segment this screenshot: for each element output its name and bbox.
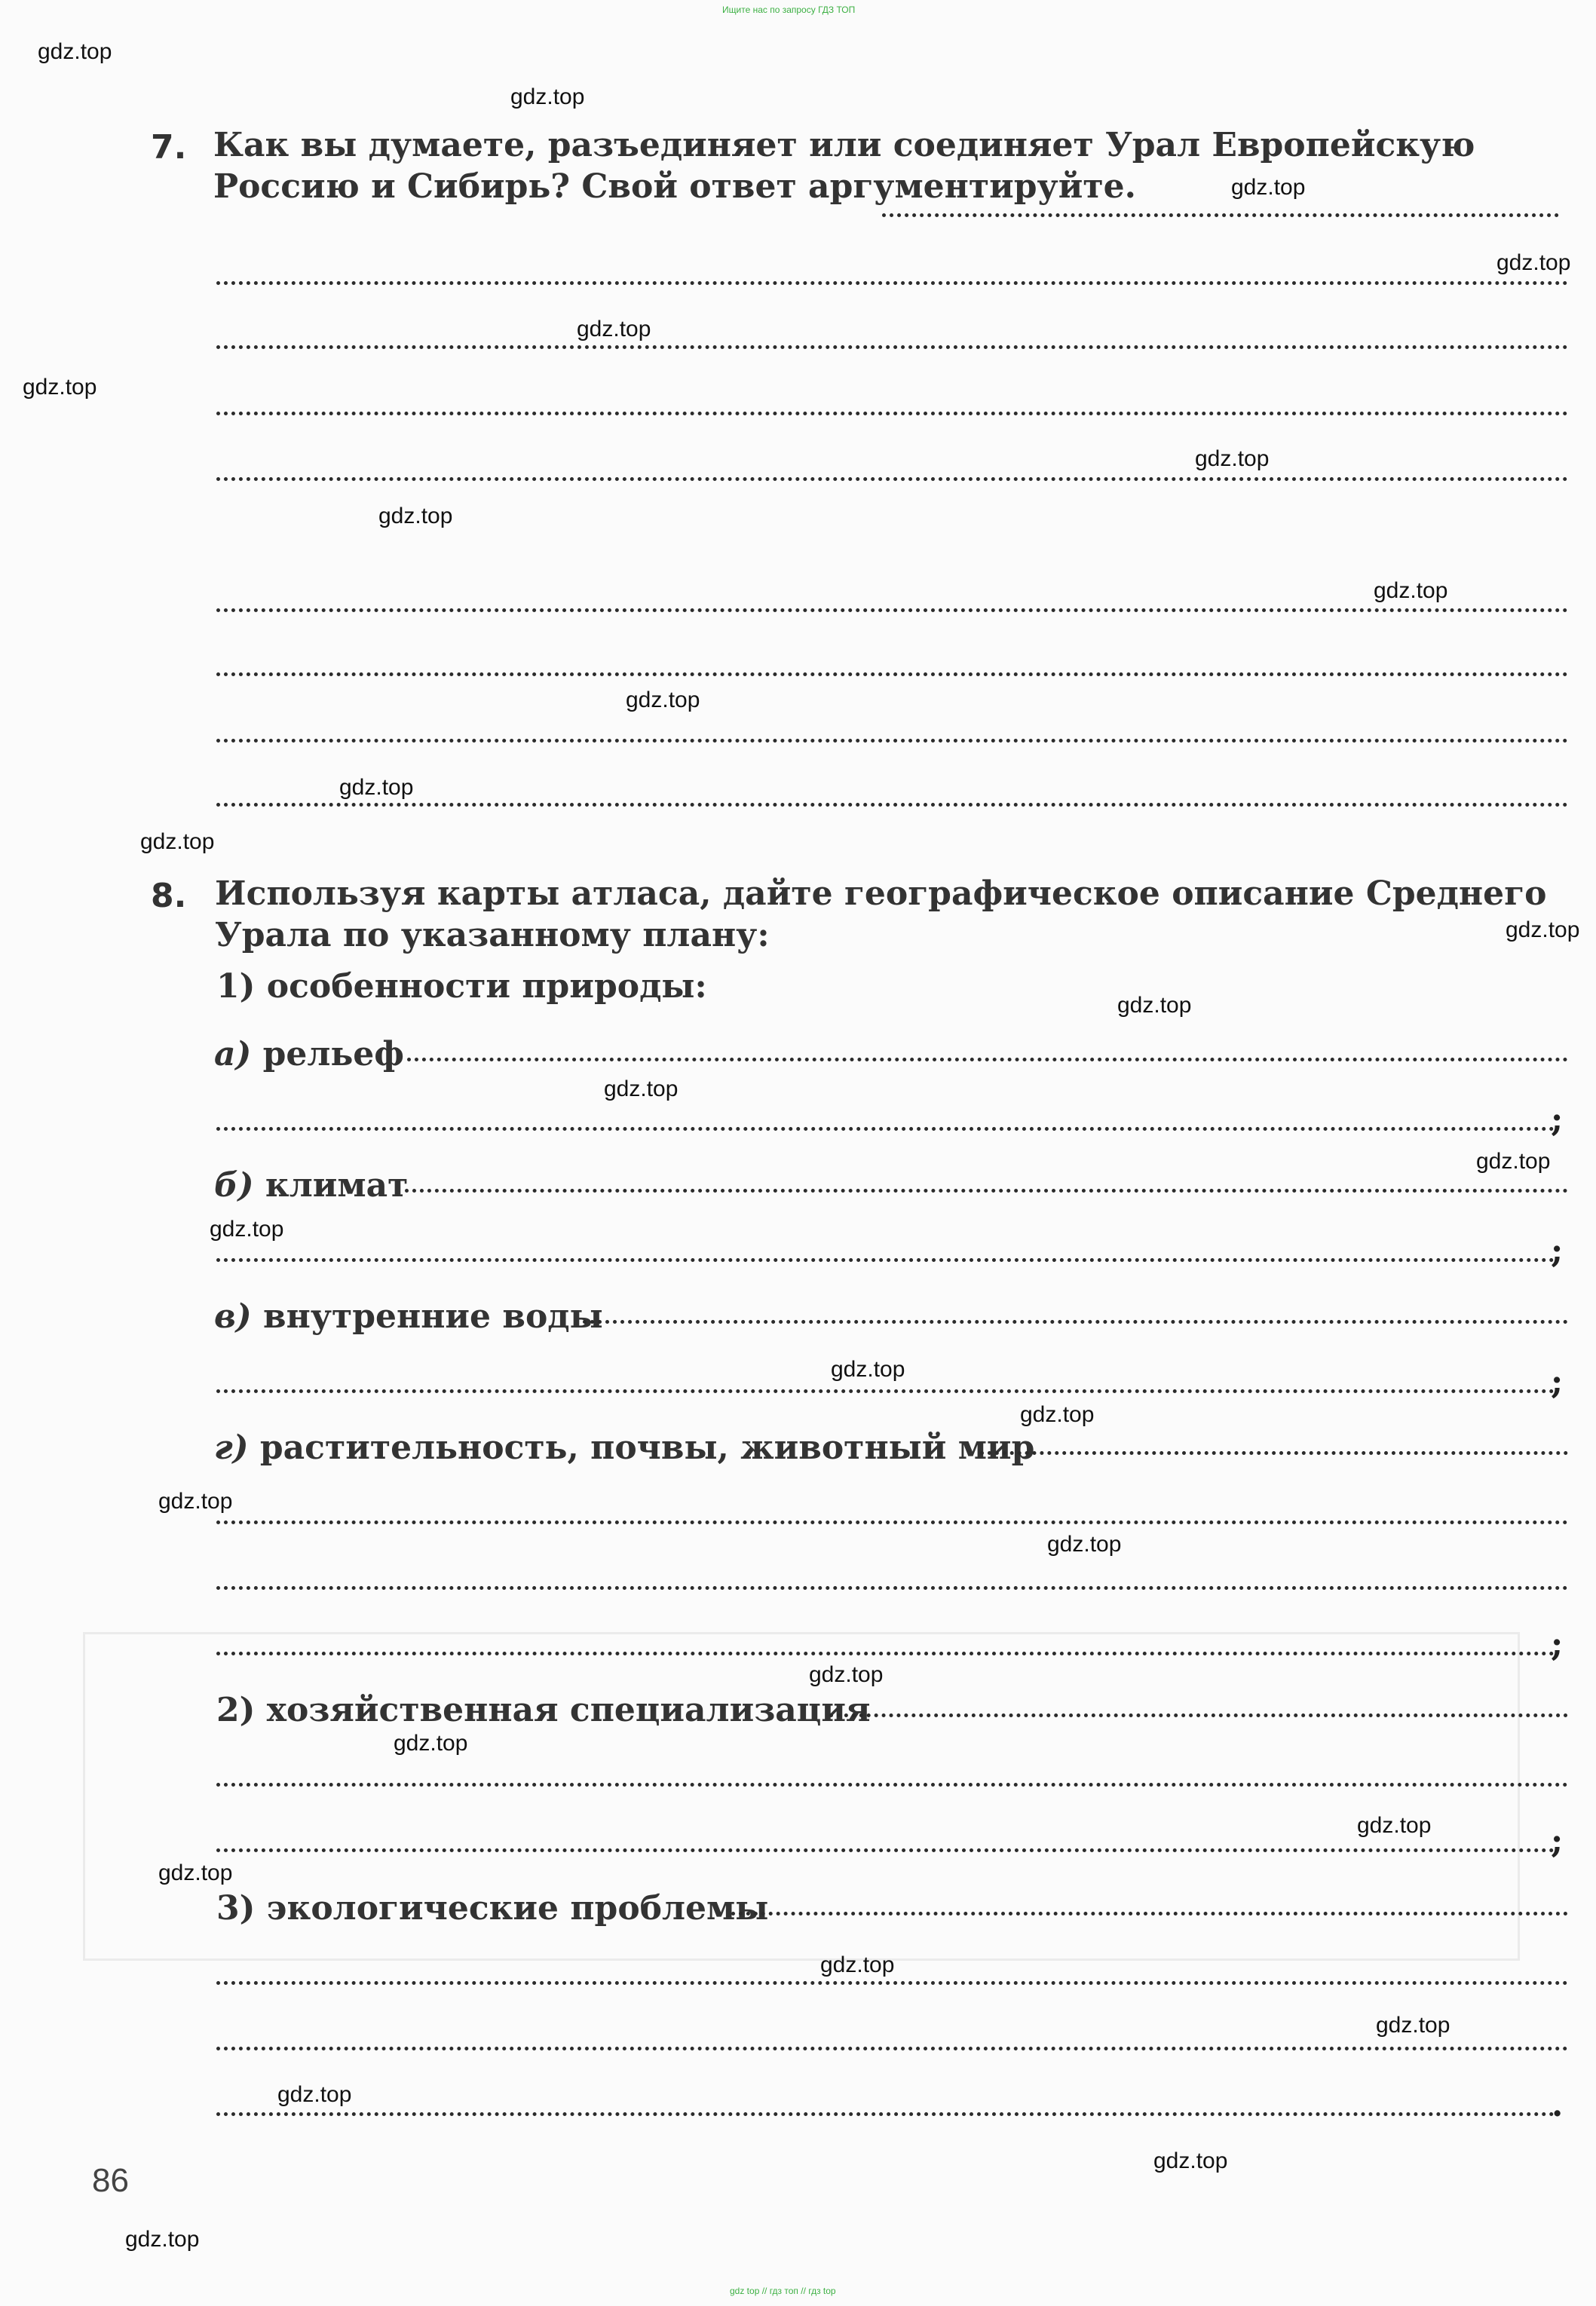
watermark: gdz.top	[831, 1357, 905, 1382]
answer-line	[829, 1713, 1568, 1717]
answer-line	[216, 1127, 1555, 1131]
answer-line	[405, 1189, 1568, 1193]
watermark: gdz.top	[378, 504, 453, 528]
watermark: gdz.top	[809, 1662, 884, 1687]
answer-line	[216, 1586, 1568, 1590]
answer-line	[882, 213, 1559, 217]
semicolon: ;	[1551, 1101, 1564, 1139]
watermark: gdz.top	[626, 688, 700, 712]
top-banner: Ищите нас по запросу ГДЗ ТОП	[722, 5, 856, 15]
watermark: gdz.top	[510, 84, 585, 109]
watermark: gdz.top	[140, 829, 215, 854]
answer-line	[216, 1783, 1568, 1787]
answer-line	[216, 1652, 1555, 1655]
answer-line	[216, 2047, 1568, 2050]
watermark: gdz.top	[1117, 993, 1192, 1018]
item-g-letter: г)	[214, 1429, 249, 1467]
section-3-heading: 3) экологические проблемы	[216, 1889, 769, 1928]
watermark: gdz.top	[604, 1076, 679, 1101]
watermark: gdz.top	[1374, 578, 1448, 603]
watermark: gdz.top	[339, 775, 414, 800]
answer-line	[407, 1058, 1568, 1061]
watermark: gdz.top	[1020, 1402, 1095, 1427]
answer-line	[216, 2112, 1555, 2116]
item-b	[214, 1166, 408, 1205]
item-g-label: растительность, почвы, животный мир	[259, 1429, 1035, 1467]
answer-line	[216, 345, 1568, 349]
answer-line	[216, 1258, 1555, 1262]
watermark: gdz.top	[577, 317, 651, 341]
question-8-number: 8.	[151, 877, 187, 915]
watermark: gdz.top	[38, 39, 112, 64]
watermark: gdz.top	[210, 1217, 284, 1242]
period: .	[1552, 2086, 1564, 2124]
watermark: gdz.top	[1376, 2013, 1450, 2038]
item-b-letter: б)	[214, 1166, 254, 1205]
answer-line	[216, 1981, 1568, 1985]
answer-line	[216, 1520, 1568, 1524]
page-number: 86	[92, 2162, 129, 2199]
answer-line	[216, 739, 1568, 743]
watermark: gdz.top	[23, 375, 97, 400]
answer-line	[216, 477, 1568, 481]
watermark: gdz.top	[158, 1489, 233, 1514]
watermark: gdz.top	[1153, 2148, 1228, 2173]
semicolon: ;	[1551, 1363, 1564, 1401]
watermark: gdz.top	[1476, 1149, 1551, 1174]
item-a	[214, 1035, 404, 1073]
watermark: gdz.top	[1047, 1532, 1122, 1557]
watermark: gdz.top	[158, 1860, 233, 1885]
watermark: gdz.top	[394, 1731, 468, 1756]
watermark: gdz.top	[1506, 917, 1580, 942]
item-g	[214, 1429, 1034, 1467]
watermark: gdz.top	[125, 2227, 200, 2252]
item-v-letter: в)	[214, 1297, 252, 1336]
section-2-heading: 2) хозяйственная специализация	[216, 1691, 871, 1729]
answer-line	[216, 412, 1568, 415]
answer-line	[216, 672, 1568, 676]
answer-line	[980, 1451, 1568, 1455]
answer-line	[731, 1912, 1568, 1916]
watermark: gdz.top	[1231, 175, 1306, 200]
watermark: gdz.top	[1496, 250, 1571, 275]
semicolon: ;	[1551, 1822, 1564, 1860]
watermark: gdz.top	[1195, 446, 1270, 471]
watermark: gdz.top	[277, 2082, 352, 2107]
question-8-text: Используя карты атласа, дайте географическое описание Среднего Урала по указанному плану:	[215, 874, 1547, 954]
footer-text: gdz top // гдз топ // гдз top	[730, 2286, 836, 2296]
answer-line	[216, 803, 1568, 807]
item-a-letter: а)	[214, 1035, 252, 1073]
answer-line	[583, 1320, 1568, 1324]
item-v	[214, 1297, 603, 1336]
answer-line	[216, 608, 1568, 612]
item-v-label: внутренние воды	[263, 1297, 603, 1336]
answer-line	[216, 281, 1568, 285]
semicolon: ;	[1551, 1232, 1564, 1270]
section-1-heading: 1) особенности природы:	[216, 967, 707, 1006]
answer-line	[216, 1848, 1555, 1852]
question-7-number: 7.	[151, 128, 187, 167]
answer-line	[216, 1389, 1555, 1393]
item-a-label: рельеф	[262, 1035, 404, 1073]
watermark: gdz.top	[820, 1952, 895, 1977]
question-7-text: Как вы думаете, разъединяет или соединяет Урал Европейскую Россию и Сибирь? Свой ответ аргументируйте.	[213, 126, 1475, 206]
watermark: gdz.top	[1357, 1813, 1432, 1838]
semicolon: ;	[1551, 1625, 1564, 1664]
item-b-label: климат	[265, 1166, 409, 1205]
